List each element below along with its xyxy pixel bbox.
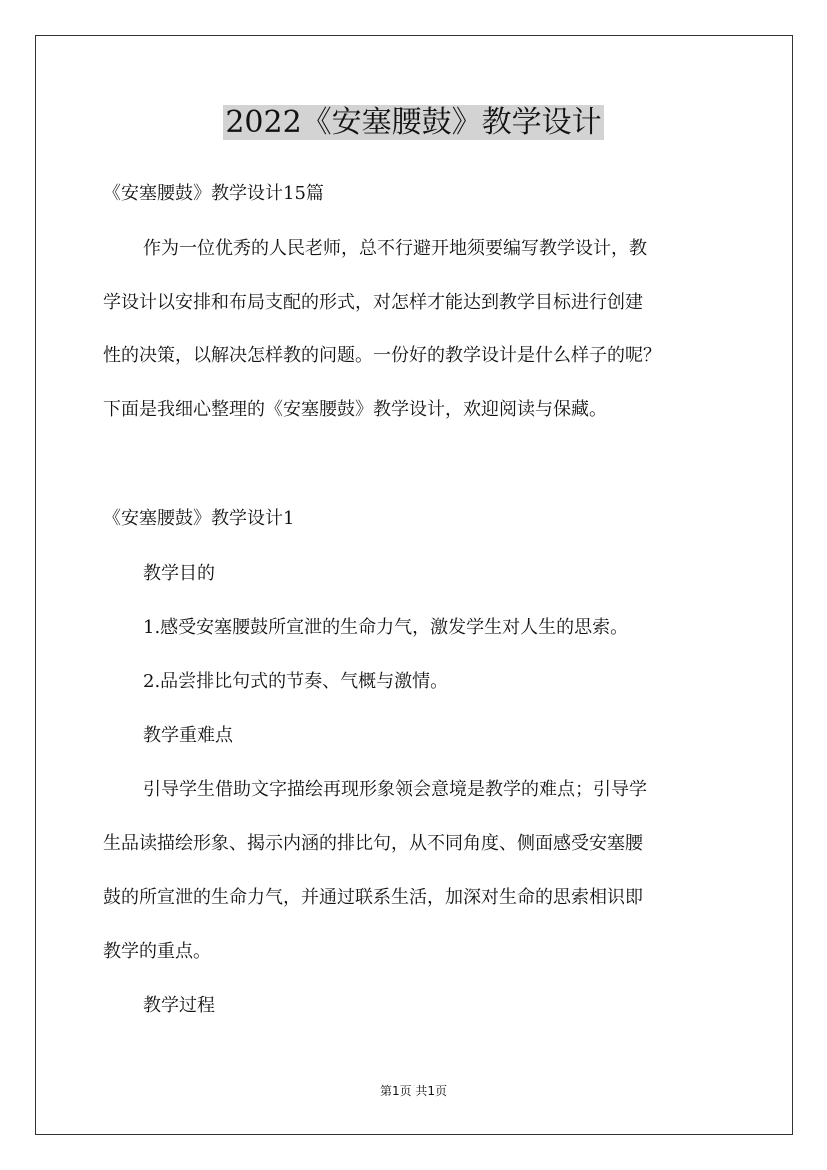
page-footer: 第1页 共1页 [379,1084,448,1098]
document-subtitle: 《安塞腰鼓》教学设计15篇 [103,183,324,204]
intro-line-1: 作为一位优秀的人民老师，总不行避开地须要编写教学设计，教 [143,238,647,259]
intro-line-2: 学设计以安排和布局支配的形式，对怎样才能达到教学目标进行创建 [103,292,643,313]
key-points-line-4: 教学的重点。 [103,941,211,962]
goals-heading: 教学目的 [143,563,215,584]
section-heading: 《安塞腰鼓》教学设计1 [103,508,295,529]
intro-line-4: 下面是我细心整理的《安塞腰鼓》教学设计，欢迎阅读与保藏。 [103,399,607,420]
goal-item-2: 2.品尝排比句式的节奏、气概与激情。 [143,671,449,692]
key-points-line-1: 引导学生借助文字描绘再现形象领会意境是教学的难点；引导学 [143,779,647,800]
key-points-line-3: 鼓的所宣泄的生命力气，并通过联系生活，加深对生命的思索相识即 [103,887,643,908]
process-heading: 教学过程 [143,995,215,1016]
key-points-heading: 教学重难点 [143,725,233,746]
goal-item-1: 1.感受安塞腰鼓所宣泄的生命力气，激发学生对人生的思索。 [143,617,629,638]
document-title-text: 2022《安塞腰鼓》教学设计 [225,105,602,140]
intro-line-3: 性的决策，以解决怎样教的问题。一份好的教学设计是什么样子的呢？ [103,345,661,366]
key-points-line-2: 生品读描绘形象、揭示内涵的排比句，从不同角度、侧面感受安塞腰 [103,833,643,854]
document-title [0,103,827,143]
